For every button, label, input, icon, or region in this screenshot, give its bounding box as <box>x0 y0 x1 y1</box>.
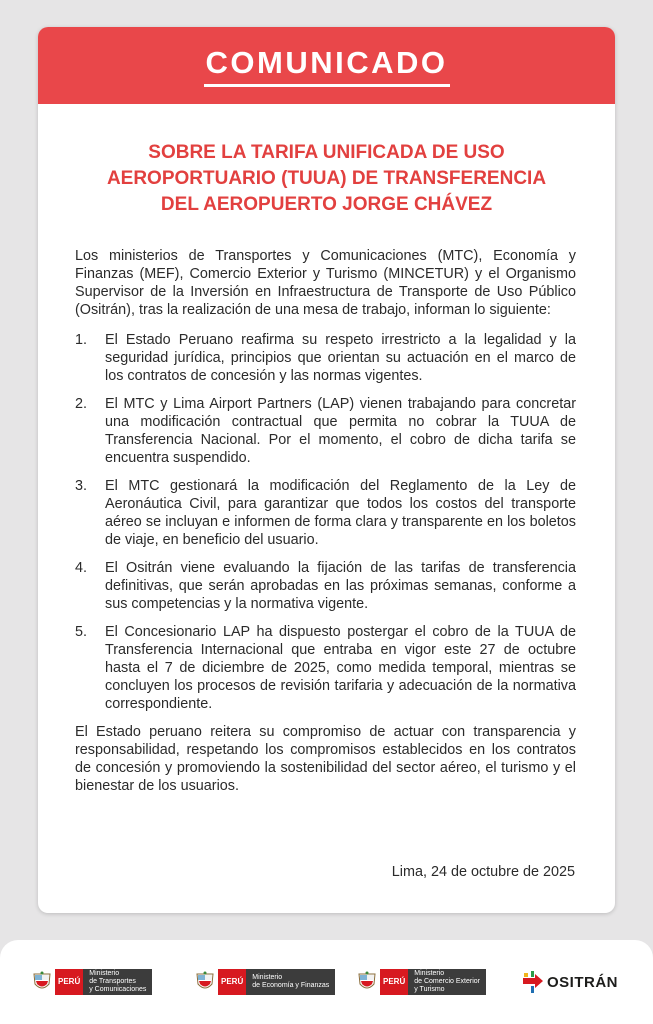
ministry-line: de Transportes <box>89 978 136 985</box>
list-text: El MTC y Lima Airport Partners (LAP) vienen trabajando para concretar una modificación contractual que permita no cobrar la TUUA de Transferencia Nacional. Por el momento, el cobro de dicha tarifa se encuentra suspendido. <box>105 396 576 466</box>
list-text: El Ositrán viene evaluando la fijación de las tarifas de transferencia definitivas, que serán aprobadas en las próximas semanas, conforme a sus competencias y la normativa vigente. <box>105 560 576 612</box>
peru-crest-icon <box>357 971 377 993</box>
list-item <box>75 395 576 467</box>
list-text: El MTC gestionará la modificación del Reglamento de la Ley de Aeronáutica Civil, para garantizar que todos los costos del transporte aéreo se incluyan e informen de forma clara y transparente en los boletos de viaje, en beneficio del usuario. <box>105 478 576 548</box>
ministry-line: y Turismo <box>414 986 445 993</box>
subtitle <box>68 140 585 218</box>
list-number: 4. <box>75 560 88 576</box>
ositran-mark-icon <box>521 969 545 995</box>
communique-card <box>38 27 615 913</box>
list-item <box>75 559 576 613</box>
ositran-logo <box>521 965 618 999</box>
mtc-logo <box>32 967 152 997</box>
closing-paragraph: El Estado peruano reitera su compromiso de actuar con transparencia y responsabilidad, respetando los compromisos establecidos en los contratos de concesión y promoviendo la sostenibilidad del sector aéreo, el turismo y el bienestar de los usuarios. <box>75 724 576 794</box>
list-item <box>75 331 576 385</box>
ministry-name <box>246 969 335 995</box>
date-line: Lima, 24 de octubre de 2025 <box>391 864 575 880</box>
list-text: El Estado Peruano reafirma su respeto irrestricto a la legalidad y la seguridad jurídica, principios que orientan su actuación en el marco de los contratos de concesión y las normas vigentes. <box>105 332 576 384</box>
list-text: El Concesionario LAP ha dispuesto postergar el cobro de la TUUA de Transferencia Internacional que entraba en vigor este 27 de octubre hasta el 7 de diciembre de 2025, como medida temporal, mientras se concluyen los procesos de revisión tarifaria y adecuación de la normativa correspondiente. <box>105 624 576 712</box>
subtitle-line: AEROPORTUARIO (TUUA) DE TRANSFERENCIA <box>106 168 547 189</box>
list-number: 2. <box>75 396 88 412</box>
ministry-line: de Comercio Exterior <box>414 978 480 985</box>
ministry-line: y Comunicaciones <box>89 986 147 993</box>
peru-crest-icon <box>32 971 52 993</box>
ministry-line: Ministerio <box>414 970 445 977</box>
header-banner <box>38 27 615 104</box>
list-item <box>75 623 576 713</box>
points-list <box>75 331 576 713</box>
mincetur-logo <box>357 967 486 997</box>
ministry-name <box>83 969 152 995</box>
list-number: 5. <box>75 624 88 640</box>
intro-paragraph: Los ministerios de Transportes y Comunicaciones (MTC), Economía y Finanzas (MEF), Comercio Exterior y Turismo (MINCETUR) y el Organismo Supervisor de la Inversión en Infraestructura de Transporte de Uso Público (Ositrán), tras la realización de una mesa de trabajo, informan lo siguiente: <box>75 248 576 318</box>
subtitle-line: SOBRE LA TARIFA UNIFICADA DE USO <box>148 142 505 163</box>
ositran-wordmark: OSITRÁN <box>547 973 618 991</box>
list-item <box>75 477 576 549</box>
list-number: 3. <box>75 478 88 494</box>
peru-label: PERÚ <box>380 969 408 995</box>
ministry-name <box>408 969 486 995</box>
peru-label: PERÚ <box>218 969 246 995</box>
list-number: 1. <box>75 332 88 348</box>
subtitle-line: DEL AEROPUERTO JORGE CHÁVEZ <box>160 194 493 215</box>
banner-title: COMUNICADO <box>204 45 450 87</box>
ministry-line: de Economía y Finanzas <box>252 982 330 989</box>
ministry-line: Ministerio <box>89 970 120 977</box>
peru-crest-icon <box>195 971 215 993</box>
footer-logos <box>0 940 653 1024</box>
mef-logo <box>195 967 335 997</box>
ministry-line: Ministerio <box>252 974 283 981</box>
peru-label: PERÚ <box>55 969 83 995</box>
